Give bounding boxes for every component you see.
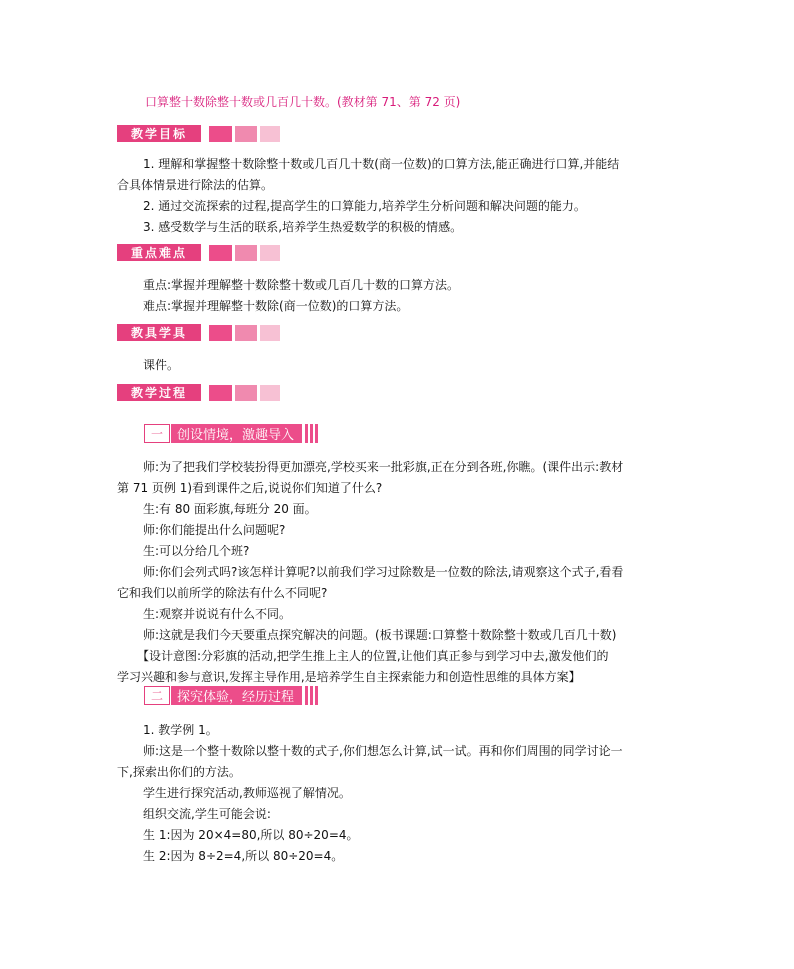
part1-line: 师:你们能提出什么问题呢? [143, 523, 286, 537]
part1-line: 学习兴趣和参与意识,发挥主导作用,是培养学生自主探索能力和创造性思维的具体方案】 [117, 670, 581, 684]
part2-line: 组织交流,学生可能会说: [143, 807, 271, 821]
decor-square [260, 325, 280, 341]
section-title-tools: 教具学具 [116, 323, 202, 342]
decor-square [235, 245, 257, 261]
decor-square [209, 126, 232, 142]
goals-line: 1. 理解和掌握整十数除整十数或几百几十数(商一位数)的口算方法,能正确进行口算,并能结 [143, 157, 620, 171]
part2-number: 二 [144, 686, 170, 705]
decor-square [209, 385, 232, 401]
goals-line: 合具体情景进行除法的估算。 [117, 178, 274, 192]
part2-line: 生 1:因为 20×4=80,所以 80÷20=4。 [143, 828, 359, 842]
part1-line: 生:观察并说说有什么不同。 [143, 607, 292, 621]
part2-line: 学生进行探究活动,教师巡视了解情况。 [143, 786, 351, 800]
section-title-keypoints: 重点难点 [116, 243, 202, 262]
decor-square [209, 245, 232, 261]
part2-line: 生 2:因为 8÷2=4,所以 80÷20=4。 [143, 849, 344, 863]
decor-stripes [305, 686, 318, 705]
part1-header [144, 424, 318, 443]
lesson-subtitle: 口算整十数除整十数或几百几十数。(教材第 71、第 72 页) [145, 95, 461, 109]
part2-line: 下,探索出你们的方法。 [117, 765, 241, 779]
part1-line: 它和我们以前所学的除法有什么不同呢? [117, 586, 328, 600]
part1-number: 一 [144, 424, 170, 443]
section-header-tools [116, 323, 280, 342]
part1-line: 师:为了把我们学校装扮得更加漂亮,学校买来一批彩旗,正在分到各班,你瞧。(课件出示:教材 [143, 460, 624, 474]
decor-square [260, 245, 280, 261]
decor-square [260, 385, 280, 401]
decor-square [235, 385, 257, 401]
part1-line: 生:可以分给几个班? [143, 544, 250, 558]
part2-title: 探究体验，经历过程 [171, 686, 302, 705]
part2-line: 1. 教学例 1。 [143, 723, 218, 737]
section-title-goals: 教学目标 [116, 124, 202, 143]
part2-line: 师:这是一个整十数除以整十数的式子,你们想怎么计算,试一试。再和你们周围的同学讨论一 [143, 744, 623, 758]
section-title-process: 教学过程 [116, 383, 202, 402]
goals-line: 2. 通过交流探索的过程,提高学生的口算能力,培养学生分析问题和解决问题的能力。 [143, 199, 586, 213]
section-header-goals [116, 124, 280, 143]
key-line: 难点:掌握并理解整十数除(商一位数)的口算方法。 [143, 299, 409, 313]
key-line: 重点:掌握并理解整十数除整十数或几百几十数的口算方法。 [143, 278, 460, 292]
section-header-keypoints [116, 243, 280, 262]
part1-line: 生:有 80 面彩旗,每班分 20 面。 [143, 502, 317, 516]
part1-line: 师:你们会列式吗?该怎样计算呢?以前我们学习过除数是一位数的除法,请观察这个式子,看看 [143, 565, 624, 579]
decor-square [235, 325, 257, 341]
part1-line: 【设计意图:分彩旗的活动,把学生推上主人的位置,让他们真正参与到学习中去,激发他们的 [137, 649, 609, 663]
decor-square [260, 126, 280, 142]
part1-line: 师:这就是我们今天要重点探究解决的问题。(板书课题:口算整十数除整十数或几百几十数) [143, 628, 617, 642]
part1-line: 第 71 页例 1)看到课件之后,说说你们知道了什么? [117, 481, 383, 495]
goals-line: 3. 感受数学与生活的联系,培养学生热爱数学的积极的情感。 [143, 220, 463, 234]
decor-stripes [305, 424, 318, 443]
tools-text: 课件。 [143, 358, 180, 372]
section-header-process [116, 383, 280, 402]
decor-square [235, 126, 257, 142]
part1-title: 创设情境，激趣导入 [171, 424, 302, 443]
decor-square [209, 325, 232, 341]
part2-header [144, 686, 318, 705]
